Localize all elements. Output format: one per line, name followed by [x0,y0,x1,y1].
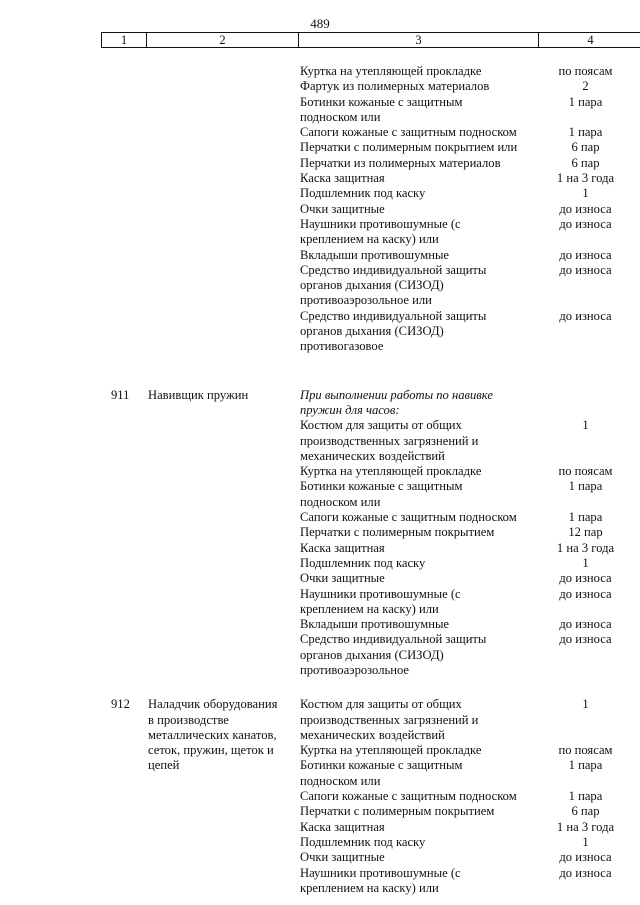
column-header-table [101,32,640,48]
ppe-item [300,248,640,263]
ppe-item-name [300,171,535,186]
ppe-item-name [300,263,535,309]
profession-line: Наладчик оборудования [148,697,278,712]
ppe-item-name-line: Средство индивидуальной защиты [300,632,487,647]
ppe-item-name [300,202,535,217]
ppe-item-norm: 1 [582,418,589,433]
ppe-item-name-line: Перчатки с полимерным покрытием или [300,140,518,155]
ppe-item [300,217,640,248]
ppe-item [300,510,640,525]
ppe-item-norm: 1 [582,697,589,712]
ppe-item-name [300,125,535,140]
ppe-item [300,186,640,201]
row-number: 911 [111,387,130,402]
ppe-item-norm: 1 на 3 года [556,171,615,186]
profession-line: цепей [148,758,180,773]
ppe-item-name [300,789,535,804]
ppe-item-norm: по поясам [558,743,613,758]
ppe-item-name [300,79,535,94]
ppe-item-name-line: Вкладыши противошумные [300,617,450,632]
ppe-item-name [300,632,535,678]
ppe-item-norm: 1 пара [568,758,603,773]
ppe-item [300,835,640,850]
ppe-item [300,697,640,743]
ppe-item-norm: 1 на 3 года [556,540,615,555]
ppe-item [300,479,640,510]
ppe-item-norm: до износа [559,617,612,632]
ppe-item [300,587,640,618]
ppe-item-name-line: Каска защитная [300,171,385,186]
ppe-item-name-line: Куртка на утепляющей прокладке [300,743,482,758]
ppe-item [300,140,640,155]
ppe-item-name [300,156,535,171]
ppe-item-name-line: Сапоги кожаные с защитным подноском [300,789,517,804]
ppe-item-name-line: Костюм для защиты от общих [300,418,462,433]
ppe-item-name-line: Перчатки из полимерных материалов [300,155,501,170]
ppe-item-name [300,309,535,355]
ppe-item-norm: 6 пар [571,140,600,155]
ppe-item-norm: до износа [559,216,612,231]
ppe-item-name [300,248,535,263]
ppe-item-name-line: Средство индивидуальной защиты [300,262,487,277]
ppe-item [300,464,640,479]
ppe-item [300,64,640,79]
ppe-item-name-line: креплением на каску) или [300,232,439,247]
ppe-item-name-line: Перчатки с полимерным покрытием [300,525,495,540]
column-header-3: 3 [299,33,539,48]
ppe-item-name-line: Очки защитные [300,850,385,865]
ppe-item [300,202,640,217]
ppe-item-norm: 1 пара [568,94,603,109]
ppe-item-name-line: Каска защитная [300,540,385,555]
ppe-item-name [300,571,535,586]
ppe-item [300,571,640,586]
profession-line: сеток, пружин, щеток и [148,743,274,758]
work-condition [300,388,530,419]
ppe-item-name-line: подноском или [300,494,381,509]
ppe-item-name-line: креплением на каску) или [300,601,439,616]
ppe-item [300,556,640,571]
ppe-item-norm: 1 пара [568,789,603,804]
ppe-item [300,125,640,140]
ppe-item-name-line: Сапоги кожаные с защитным подноском [300,510,517,525]
ppe-item-name-line: механических воздействий [300,727,445,742]
ppe-item-norm: до износа [559,632,612,647]
row-number: 912 [111,697,130,712]
ppe-item-name [300,418,535,464]
column-header-row [102,33,640,48]
ppe-item-name-line: Перчатки с полимерным покрытием [300,804,495,819]
ppe-item [300,758,640,789]
ppe-item [300,789,640,804]
ppe-item-name-line: Ботинки кожаные с защитным [300,479,463,494]
ppe-item-name-line: механических воздействий [300,448,445,463]
ppe-item [300,820,640,835]
ppe-item [300,866,640,897]
ppe-item [300,632,640,678]
ppe-item-name [300,758,535,789]
ppe-item-name [300,217,535,248]
ppe-list [300,697,640,896]
profession-row [0,388,640,679]
ppe-item-name [300,140,535,155]
ppe-item-name-line: противогазовое [300,339,384,354]
ppe-item-norm: до износа [559,308,612,323]
ppe-item-name-line: органов дыхания (СИЗОД) [300,647,444,662]
ppe-item [300,525,640,540]
ppe-item-norm: до износа [559,247,612,262]
ppe-item-norm: 12 пар [568,525,603,540]
profession-row [0,697,640,896]
ppe-item-norm: до износа [559,201,612,216]
ppe-item-norm: 1 [582,834,589,849]
ppe-item-norm: 2 [582,79,589,94]
ppe-item [300,156,640,171]
ppe-item-norm: до износа [559,262,612,277]
ppe-item-name [300,835,535,850]
work-condition-line: пружин для часов: [300,402,400,417]
ppe-item-name [300,510,535,525]
column-header-4: 4 [539,33,640,48]
ppe-item-name-line: Наушники противошумные (с [300,865,461,880]
ppe-item-norm: 1 пара [568,479,603,494]
ppe-item-name [300,186,535,201]
ppe-item-name [300,464,535,479]
ppe-item-norm: 6 пар [571,155,600,170]
ppe-item [300,171,640,186]
ppe-item-norm: 1 пара [568,125,603,140]
ppe-item-name [300,95,535,126]
ppe-item-name [300,617,535,632]
ppe-item-name-line: Вкладыши противошумные [300,247,450,262]
ppe-item-name-line: Каска защитная [300,819,385,834]
ppe-item [300,617,640,632]
profession-row [0,64,640,355]
ppe-item-name [300,850,535,865]
ppe-item-name [300,525,535,540]
page-number: 489 [310,16,330,31]
ppe-item-name-line: Фартук из полимерных материалов [300,79,490,94]
ppe-item-norm: 1 [582,186,589,201]
column-header-2: 2 [147,33,299,48]
ppe-item-name [300,556,535,571]
ppe-item-name [300,804,535,819]
ppe-item [300,79,640,94]
ppe-item [300,418,640,464]
ppe-item-norm: до износа [559,586,612,601]
ppe-item-name [300,697,535,743]
ppe-item-name-line: противоаэрозольное или [300,293,432,308]
profession-line: в производстве [148,712,229,727]
ppe-item-name-line: подноском или [300,109,381,124]
ppe-item-name-line: Ботинки кожаные с защитным [300,758,463,773]
ppe-item-name-line: производственных загрязнений и [300,712,479,727]
ppe-item [300,95,640,126]
ppe-item-name [300,820,535,835]
ppe-item-norm: 1 [582,555,589,570]
ppe-item-norm: 6 пар [571,804,600,819]
ppe-item-name-line: креплением на каску) или [300,880,439,895]
ppe-item-name-line: Наушники противошумные (с [300,586,461,601]
ppe-item [300,850,640,865]
ppe-item-name-line: Костюм для защиты от общих [300,697,462,712]
ppe-item-name [300,64,535,79]
ppe-item-norm: до износа [559,865,612,880]
ppe-item [300,743,640,758]
ppe-item-norm: до износа [559,850,612,865]
ppe-item-name-line: Подшлемник под каску [300,555,426,570]
ppe-item [300,263,640,309]
ppe-item-norm: по поясам [558,464,613,479]
ppe-item-name [300,866,535,897]
ppe-item-name-line: производственных загрязнений и [300,433,479,448]
ppe-item-name-line: органов дыхания (СИЗОД) [300,324,444,339]
column-header-1: 1 [102,33,147,48]
ppe-item-name-line: Очки защитные [300,571,385,586]
work-condition-line: При выполнении работы по навивке [300,387,493,402]
ppe-item-name-line: Куртка на утепляющей прокладке [300,64,482,78]
ppe-item-name-line: Сапоги кожаные с защитным подноском [300,125,517,140]
ppe-item-name [300,541,535,556]
profession-name [148,697,288,773]
ppe-item-name [300,479,535,510]
ppe-item-norm: по поясам [558,64,613,78]
table-body [0,64,640,896]
ppe-item-name-line: Подшлемник под каску [300,834,426,849]
ppe-item-norm: до износа [559,571,612,586]
ppe-item-name-line: Очки защитные [300,201,385,216]
ppe-list [300,388,640,679]
ppe-item [300,309,640,355]
ppe-item-name-line: Подшлемник под каску [300,186,426,201]
profession-line: металлических канатов, [148,727,277,742]
ppe-item-name [300,587,535,618]
ppe-item-name [300,743,535,758]
ppe-item [300,804,640,819]
ppe-item-name-line: Ботинки кожаные с защитным [300,94,463,109]
profession-line: Навивщик пружин [148,387,249,402]
ppe-item-norm: 1 на 3 года [556,819,615,834]
ppe-list [300,64,640,355]
ppe-item-name-line: подноском или [300,773,381,788]
ppe-item-norm: 1 пара [568,510,603,525]
ppe-item-name-line: Куртка на утепляющей прокладке [300,464,482,479]
ppe-item-name-line: Наушники противошумные (с [300,216,461,231]
profession-name [148,388,288,403]
ppe-item-name-line: противоаэрозольное [300,662,409,677]
ppe-item-name-line: органов дыхания (СИЗОД) [300,278,444,293]
ppe-item [300,541,640,556]
ppe-item-name-line: Средство индивидуальной защиты [300,308,487,323]
